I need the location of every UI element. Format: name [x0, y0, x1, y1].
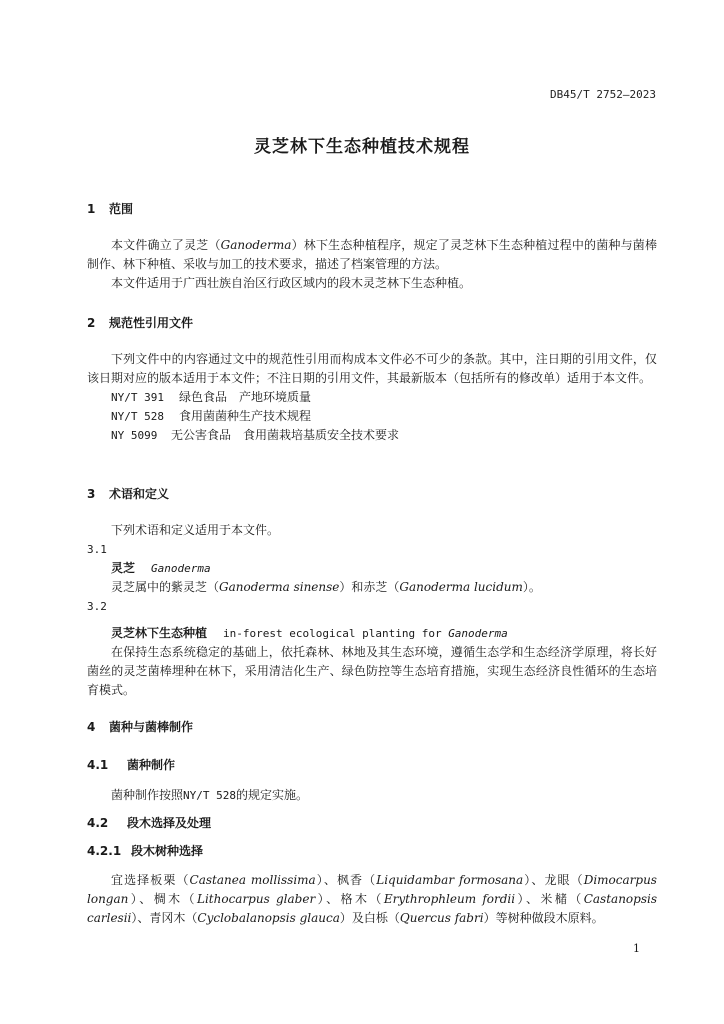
term-number: 3.2 [87, 600, 107, 613]
latin-name: Castanopsis carlesii [87, 892, 657, 925]
latin-name: Erythrophleum fordii [383, 892, 516, 906]
section-3-heading [87, 485, 657, 504]
section-number: 3 [87, 487, 96, 501]
section-title: 菌种与菌棒制作 [109, 720, 194, 734]
term-entry [87, 559, 657, 578]
terms-intro: 下列术语和定义适用于本文件。 [111, 523, 280, 537]
term-definition [87, 578, 657, 597]
text-run: ）、椆木（ [128, 892, 197, 906]
reference-title: 无公害食品 食用菌栽培基质安全技术要求 [171, 428, 400, 442]
text-run: ）、枫香（ [315, 873, 377, 887]
latin-name: Ganoderma sinense [219, 580, 340, 594]
reference-code: NY/T 528 [183, 789, 236, 802]
latin-name: Quercus fabri [399, 911, 484, 925]
term-number: 3.1 [87, 543, 107, 556]
text-run: ）林下生态种植程序，规定了灵芝林下生态种植过程中的菌种与菌棒制作、林下种植、采收与加工的技术要求，描述了档案管理的方法。 [87, 238, 657, 271]
section-2-heading [87, 314, 657, 333]
section-title: 段木选择及处理 [127, 816, 212, 830]
latin-name: Lithocarpus glaber [196, 892, 316, 906]
latin-name: Dimocarpus longan [87, 873, 657, 906]
subsection-4-1-body [87, 786, 657, 805]
applicability-paragraph: 本文件适用于广西壮族自治区行政区域内的段木灵芝林下生态种植。 [111, 276, 472, 290]
term-en: Ganoderma [151, 562, 211, 575]
text-run: 灵芝属中的紫灵芝（ [111, 580, 220, 594]
reference-code: NY 5099 [111, 429, 158, 442]
section-3-body [87, 521, 657, 700]
text-run: ）、格木（ [315, 892, 384, 906]
reference-code: NY/T 528 [111, 410, 164, 423]
reference-item [87, 426, 657, 445]
section-number: 4.2.1 [87, 844, 122, 858]
text-run: ）、米槠（ [515, 892, 584, 906]
text-run: ）等树种做段木原料。 [483, 911, 604, 925]
scope-paragraph [87, 236, 657, 274]
text-run: 菌种制作按照 [111, 788, 184, 802]
standard-code: DB45/T 2752—2023 [550, 88, 656, 101]
section-title: 规范性引用文件 [109, 316, 194, 330]
latin-name: Ganoderma [448, 627, 508, 640]
text-run: ）及白栎（ [339, 911, 400, 925]
section-1-body [87, 236, 657, 293]
term-zh: 灵芝林下生态种植 [111, 626, 208, 640]
document-title: 灵芝林下生态种植技术规程 [254, 137, 470, 157]
normative-references-paragraph: 下列文件中的内容通过文中的规范性引用而构成本文件必不可少的条款。其中，注日期的引用文件，仅该日期对应的版本适用于本文件；不注日期的引用文件，其最新版本（包括所有的修改单）适用于本文件。 [87, 352, 657, 385]
reference-item [87, 388, 657, 407]
section-number: 2 [87, 316, 96, 330]
text-run: in-forest ecological planting for [223, 627, 449, 640]
section-number: 4.1 [87, 758, 109, 772]
latin-name: Liquidambar formosana [376, 873, 524, 887]
section-2-body [87, 350, 657, 445]
section-title: 范围 [109, 202, 134, 216]
section-number: 1 [87, 202, 96, 216]
subsection-4-2-1-body [87, 871, 657, 928]
subsection-4-2-heading [87, 814, 657, 833]
text-run: ）和赤芝（ [339, 580, 400, 594]
section-4-heading [87, 718, 657, 737]
section-title: 菌种制作 [127, 758, 176, 772]
reference-title: 绿色食品 产地环境质量 [179, 390, 312, 404]
strain-paragraph [87, 786, 657, 805]
text-run: 的规定实施。 [236, 788, 309, 802]
section-title: 术语和定义 [109, 487, 170, 501]
term-entry [87, 624, 657, 643]
text-run: ）、龙眼（ [523, 873, 584, 887]
text-run: 本文件确立了灵芝（ [111, 238, 221, 252]
reference-title: 食用菌菌种生产技术规程 [179, 409, 312, 423]
subsection-4-1-heading [87, 756, 657, 775]
section-title: 段木树种选择 [131, 844, 204, 858]
term-definition: 在保持生态系统稳定的基础上，依托森林、林地及其生态环境，遵循生态学和生态经济学原理，将长好菌丝的灵芝菌棒埋种在林下，采用清洁化生产、绿色防控等生态培育措施，实现生态经济良性循环的生态培育模式。 [87, 645, 657, 697]
latin-name: Castanea mollissima [189, 873, 316, 887]
latin-name: Ganoderma lucidum [399, 580, 523, 594]
page-number: 1 [633, 942, 640, 955]
text-run: ）、青冈木（ [131, 911, 198, 925]
term-zh: 灵芝 [111, 561, 136, 575]
text-run: ）。 [522, 580, 541, 594]
reference-item [87, 407, 657, 426]
reference-code: NY/T 391 [111, 391, 164, 404]
species-paragraph [87, 871, 657, 928]
latin-name: Cyclobalanopsis glauca [197, 911, 340, 925]
section-1-heading [87, 200, 657, 219]
section-number: 4.2 [87, 816, 109, 830]
subsection-4-2-1-heading [87, 842, 657, 861]
section-number: 4 [87, 720, 96, 734]
text-run: 宜选择板栗（ [111, 873, 190, 887]
term-en [223, 627, 508, 640]
latin-name: Ganoderma [220, 238, 292, 252]
